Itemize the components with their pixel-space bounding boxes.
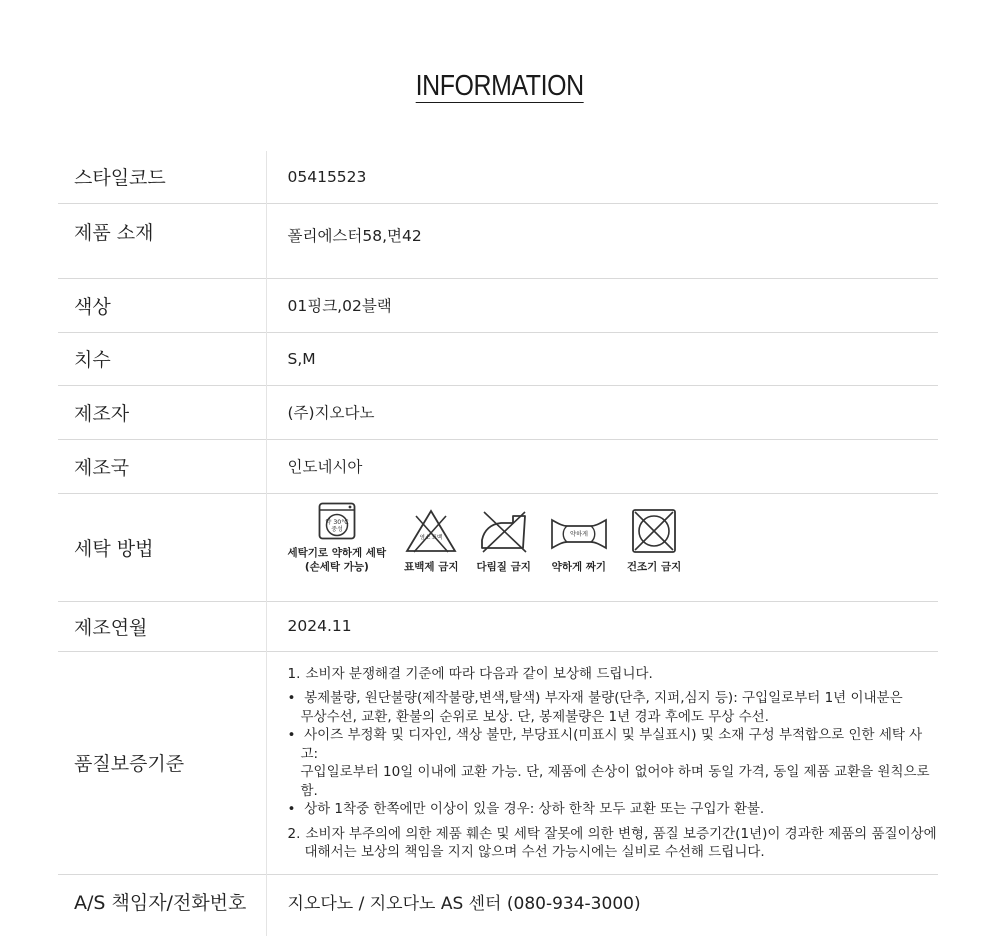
row-label: 품질보증기준	[58, 651, 266, 874]
wring-inner-gentle: 약하게	[569, 531, 588, 538]
row-value: 05415523	[287, 167, 367, 186]
row-value: 폴리에스터58,면42	[266, 203, 938, 278]
wash-item-bleach	[404, 508, 458, 574]
row-label: A/S 책임자/전화번호	[58, 874, 266, 936]
wash-item-iron	[476, 508, 530, 574]
wash-item-machine	[288, 502, 387, 574]
wash-icons	[288, 502, 939, 592]
row-size	[58, 332, 938, 385]
wash-inner-temp: 약 30°C	[325, 519, 349, 526]
washtub-30c-icon	[318, 502, 356, 540]
quality-item-text: 소비자 부주의에 의한 제품 훼손 및 세탁 잘못에 의한 변형, 품질 보증기간(1년)이 경과한 제품의 품질이상에	[305, 825, 937, 842]
gentle-wring-icon	[549, 514, 609, 554]
page-title: INFORMATION	[416, 70, 584, 102]
bleach-inner-chlorine: 염소	[419, 535, 431, 541]
row-manufacturer	[58, 385, 938, 439]
wash-caption	[288, 546, 387, 574]
bullet-line2: 구입일로부터 10일 이내에 교환 가능. 단, 제품에 손상이 없어야 하며 동일 가격, 동일 제품 교환을 원칙으로 함.	[300, 764, 930, 799]
quality-text	[288, 652, 939, 874]
row-value: 01핑크,02블랙	[266, 278, 938, 332]
bullet-line2: 무상수선, 교환, 환불의 순위로 보상. 단, 봉제불량은 1년 경과 후에도 무상 수선.	[300, 708, 769, 725]
bullet-line1: 사이즈 부정확 및 디자인, 색상 불만, 부당표시(미표시 및 부실표시) 및 소재 구성 부적합으로 인한 세탁 사고:	[300, 727, 923, 762]
row-washing	[58, 493, 938, 601]
wash-caption: 건조기 금지	[626, 561, 682, 573]
row-as-contact	[58, 874, 938, 936]
row-material	[58, 203, 938, 278]
row-label: 제조국	[58, 439, 266, 493]
page-title-wrap	[0, 70, 1000, 105]
bullet-line1: 봉제불량, 원단불량(제작불량,변색,탈색) 부자재 불량(단추, 지퍼,심지 등): 구입일로부터 1년 이내분은	[304, 690, 903, 706]
row-label: 제조연월	[58, 601, 266, 651]
wash-item-dryer	[627, 508, 681, 574]
quality-bullet	[288, 726, 939, 800]
quality-item-num: 1.	[287, 665, 301, 682]
row-label: 스타일코드	[58, 151, 266, 203]
no-iron-icon	[479, 508, 529, 554]
wash-icons-cell	[266, 493, 938, 601]
row-color	[58, 278, 938, 332]
quality-item-num: 2.	[287, 825, 301, 842]
row-label: 치수	[58, 332, 266, 385]
quality-item-1	[288, 665, 939, 684]
wash-inner-neutral: 중성	[331, 526, 343, 533]
row-label: 세탁 방법	[58, 493, 266, 601]
info-table	[58, 151, 938, 936]
row-value: 지오다노 / 지오다노 AS 센터 (080-934-3000)	[266, 874, 938, 936]
wash-caption-line1: 세탁기로 약하게 세탁	[287, 547, 387, 559]
no-bleach-icon	[404, 508, 458, 554]
row-value: 인도네시아	[266, 439, 938, 493]
row-value: 2024.11	[266, 601, 938, 651]
quality-item-text: 소비자 분쟁해결 기준에 따라 다음과 같이 보상해 드립니다.	[305, 665, 653, 682]
quality-item-2-cont: 대해서는 보상의 책임을 지지 않으며 수선 가능시에는 실비로 수선해 드립니다.	[304, 844, 765, 860]
wash-item-wring	[549, 514, 609, 574]
row-quality	[58, 651, 938, 874]
row-label: 색상	[58, 278, 266, 332]
quality-item-2	[288, 825, 939, 844]
row-country	[58, 439, 938, 493]
bullet-mark: •	[287, 727, 296, 743]
bullet-mark: •	[287, 690, 296, 706]
wash-caption: 표백제 금지	[404, 561, 459, 573]
quality-cell	[266, 651, 938, 874]
wash-caption-line2: (손세탁 가능)	[304, 561, 369, 573]
bullet-mark: •	[287, 801, 296, 817]
row-label: 제품 소재	[58, 203, 266, 278]
quality-bullet	[288, 689, 939, 726]
quality-bullet	[288, 800, 939, 819]
row-label: 제조자	[58, 385, 266, 439]
wash-caption: 약하게 짜기	[551, 561, 607, 573]
bullet-line1: 상하 1착중 한쪽에만 이상이 있을 경우: 상하 한착 모두 교환 또는 구입가 환불.	[304, 801, 765, 817]
row-style-code	[58, 151, 938, 203]
row-date	[58, 601, 938, 651]
wash-caption: 다림질 금지	[476, 561, 531, 573]
row-value: (주)지오다노	[266, 385, 938, 439]
row-value: S,M	[266, 332, 938, 385]
bleach-inner-bleach: 표백	[431, 535, 443, 541]
no-tumble-dry-icon	[631, 508, 677, 554]
